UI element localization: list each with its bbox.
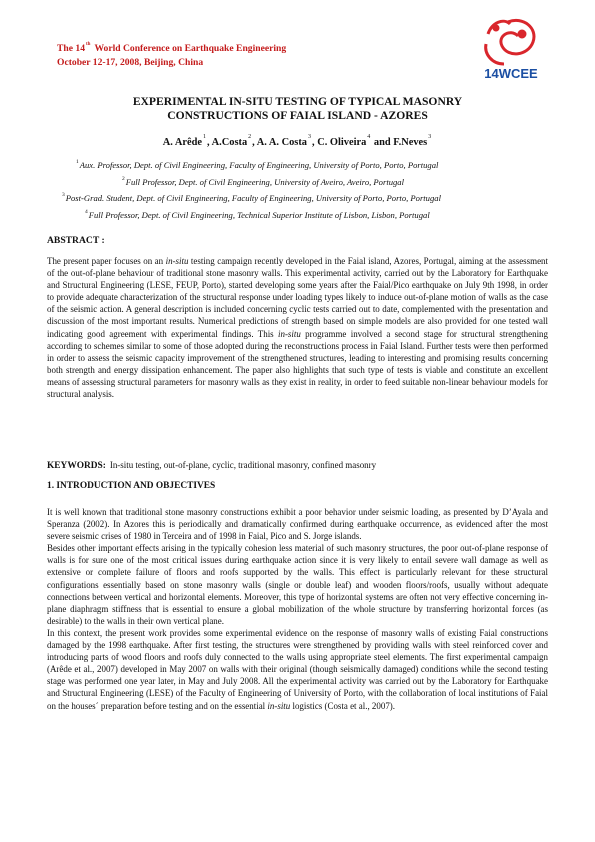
emphasis-text: in-situ [267, 700, 291, 711]
affiliation [40, 173, 555, 188]
affiliation-text: Aux. Professor, Dept. of Civil Engineering, Faculty of Engineering, University of Porto, Porto, Portugal [79, 160, 439, 170]
author-affiliation-number: 3 [308, 134, 312, 140]
affiliation-list [40, 156, 555, 222]
affiliation-number: 2 [122, 175, 125, 182]
author-list [60, 131, 535, 149]
body-paragraph [47, 506, 548, 542]
author-affiliation-number: 4 [367, 134, 371, 140]
affiliation [40, 189, 555, 204]
paper-title [60, 95, 535, 123]
author-separator: and [371, 137, 394, 148]
affiliation-text: Full Professor, Dept. of Civil Engineering, Technical Superior Institute of Lisbon, Lisbon, Portugal [88, 209, 430, 220]
body-paragraph [47, 542, 548, 627]
emphasis-text: in-situ [165, 256, 189, 266]
author-name: A.Costa [211, 137, 248, 148]
affiliation-number: 3 [62, 192, 65, 198]
emphasis-text: in-situ [278, 328, 301, 339]
text-run: testing campaign recently developed in the Faial island, Azores, Portugal, aiming at the assessment of the out-of-plane behaviour of traditional stone masonry walls. This experimental activity, carried out by the Laboratory for Earthquake and Structural Engineering (LESE, FEUP, Porto), started developing some years after the Faial/Pico earthquake on July 9th 1998, in order to provide adequate characterization of the structural response under loading types likely to induce out-of-plane motion of walls as the case of the seismic action. A general description is included concerning cyclic tests carried out to date, complemented with the presentation and discussion of the most important results. Numerical predictions of strength based on simple models are also provided for one tested wall indicating good agreement with experimental findings. This [47, 256, 548, 339]
section-heading-introduction: 1. INTRODUCTION AND OBJECTIVES [47, 481, 216, 491]
author-name: A. A. Costa [256, 137, 308, 148]
conference-number-sup: th [86, 42, 91, 47]
author-affiliation-number: 2 [248, 134, 252, 140]
author-separator: , [207, 137, 212, 148]
introduction-body [47, 506, 548, 712]
conference-header [57, 38, 286, 70]
title-line-1: EXPERIMENTAL IN-SITU TESTING OF TYPICAL MASONRY [132, 95, 463, 108]
affiliation [40, 206, 555, 221]
conference-number: The 14 [57, 43, 85, 54]
text-run: In this context, the present work provides some experimental evidence on the response of masonry walls of existing Faial constructions damaged by the 1998 earthquake. After first testing, the structures were strengthened by providing walls with steel reinforced cover and introducing parts of wood floors and roofs duly connected to the walls using appropriate steel elements. The first experimental campaign (Arêde et al., 2007) developed in May 2007 on walls with their original (though seismically damaged) conditions while the second testing stage was performed one year later, in May and July 2008. All the experimental activity was carried out by the Laboratory for Earthquake and Structural Engineering (LESE) of the Faculty of Engineering of University of Porto, with the collaboration of local institutions of Faial on the houses´ preparation before testing and on the essential [47, 627, 548, 711]
keywords-label: KEYWORDS: [47, 461, 106, 471]
wcee-logo [478, 14, 544, 88]
conference-line-2: October 12-17, 2008, Beijing, China [57, 57, 204, 68]
title-line-2: CONSTRUCTIONS OF FAIAL ISLAND - AZORES [167, 109, 428, 122]
affiliation-number: 4 [85, 208, 88, 215]
affiliation-text: Post-Grad. Student, Dept. of Civil Engineering, Faculty of Engineering, University of Porto, Porto, Portugal [65, 193, 441, 203]
text-run: The present paper focuses on an [47, 256, 166, 266]
conference-name: World Conference on Earthquake Engineering [94, 43, 287, 54]
keywords [47, 460, 376, 471]
affiliation-text: Full Professor, Dept. of Civil Engineering, University of Aveiro, Aveiro, Portugal [125, 176, 404, 187]
affiliation-number: 1 [76, 159, 79, 165]
body-paragraph [47, 627, 548, 712]
conference-line-1 [57, 38, 286, 56]
text-run: logistics (Costa et al., 2007). [290, 700, 396, 711]
text-run: programme involved a second stage for structural strengthening according to schemes similar to some of those adopted during the reconstructions process in Faial Island. Further tests were then performed in order to assess the seismic capacity improvement of the strengthened structures, leading to interesting and promising results concerning both strength and energy dissipation enhancement. The paper also highlights that such type of tests is viable and constitute an excellent means of assessing structural parameters for masonry walls as they exist in reality, in order to feed suitable non-linear behaviour models for structural analysis. [47, 328, 548, 400]
author-affiliation-number: 1 [203, 134, 207, 140]
author-separator: , [312, 137, 318, 148]
abstract-body [47, 255, 548, 400]
logo-swirl-icon [486, 20, 534, 64]
author-affiliation-number: 3 [428, 134, 432, 140]
abstract-heading: ABSTRACT : [47, 235, 105, 246]
logo-text: 14WCEE [484, 66, 538, 81]
author-name: A. Arêde [162, 137, 203, 148]
text-run: Besides other important effects arising in the typically cohesion less material of such masonry structures, the poor out-of-plane response of walls is for sure one of the most critical issues during earthquake action since it is very likely to entail severe wall damage as well as extensive or complete failure of floors and roofs supported by the walls. This effect is particularly relevant for these structural configurations essentially based on stone masonry walls (single or double leaf) and wooden floors/roofs, usually without adequate connections between vertical and horizontal elements. Moreover, this type of horizontal systems are often not very effective concerning in-plane diaphragm stiffness that is essential to ensure a global mobilization of the whole structure by transferring horizontal forces (as desirable) to the walls in their own vertical plane. [47, 543, 548, 626]
author-separator: , [252, 137, 257, 148]
affiliation [40, 156, 555, 171]
author-name: C. Oliveira [317, 137, 367, 148]
text-run: It is well known that traditional stone masonry constructions exhibit a poor behavior under seismic loading, as presented by D’Ayala and Speranza (2002). In Azores this is periodically and dramatically confirmed during earthquake occurrence, as evidenced after the most severe seismic crises of 1980 in Terceira and of 1998 in Faial, Pico and S. Jorge islands. [47, 507, 548, 542]
author-name: F.Neves [393, 137, 428, 148]
keywords-text: In-situ testing, out-of-plane, cyclic, traditional masonry, confined masonry [109, 460, 377, 470]
